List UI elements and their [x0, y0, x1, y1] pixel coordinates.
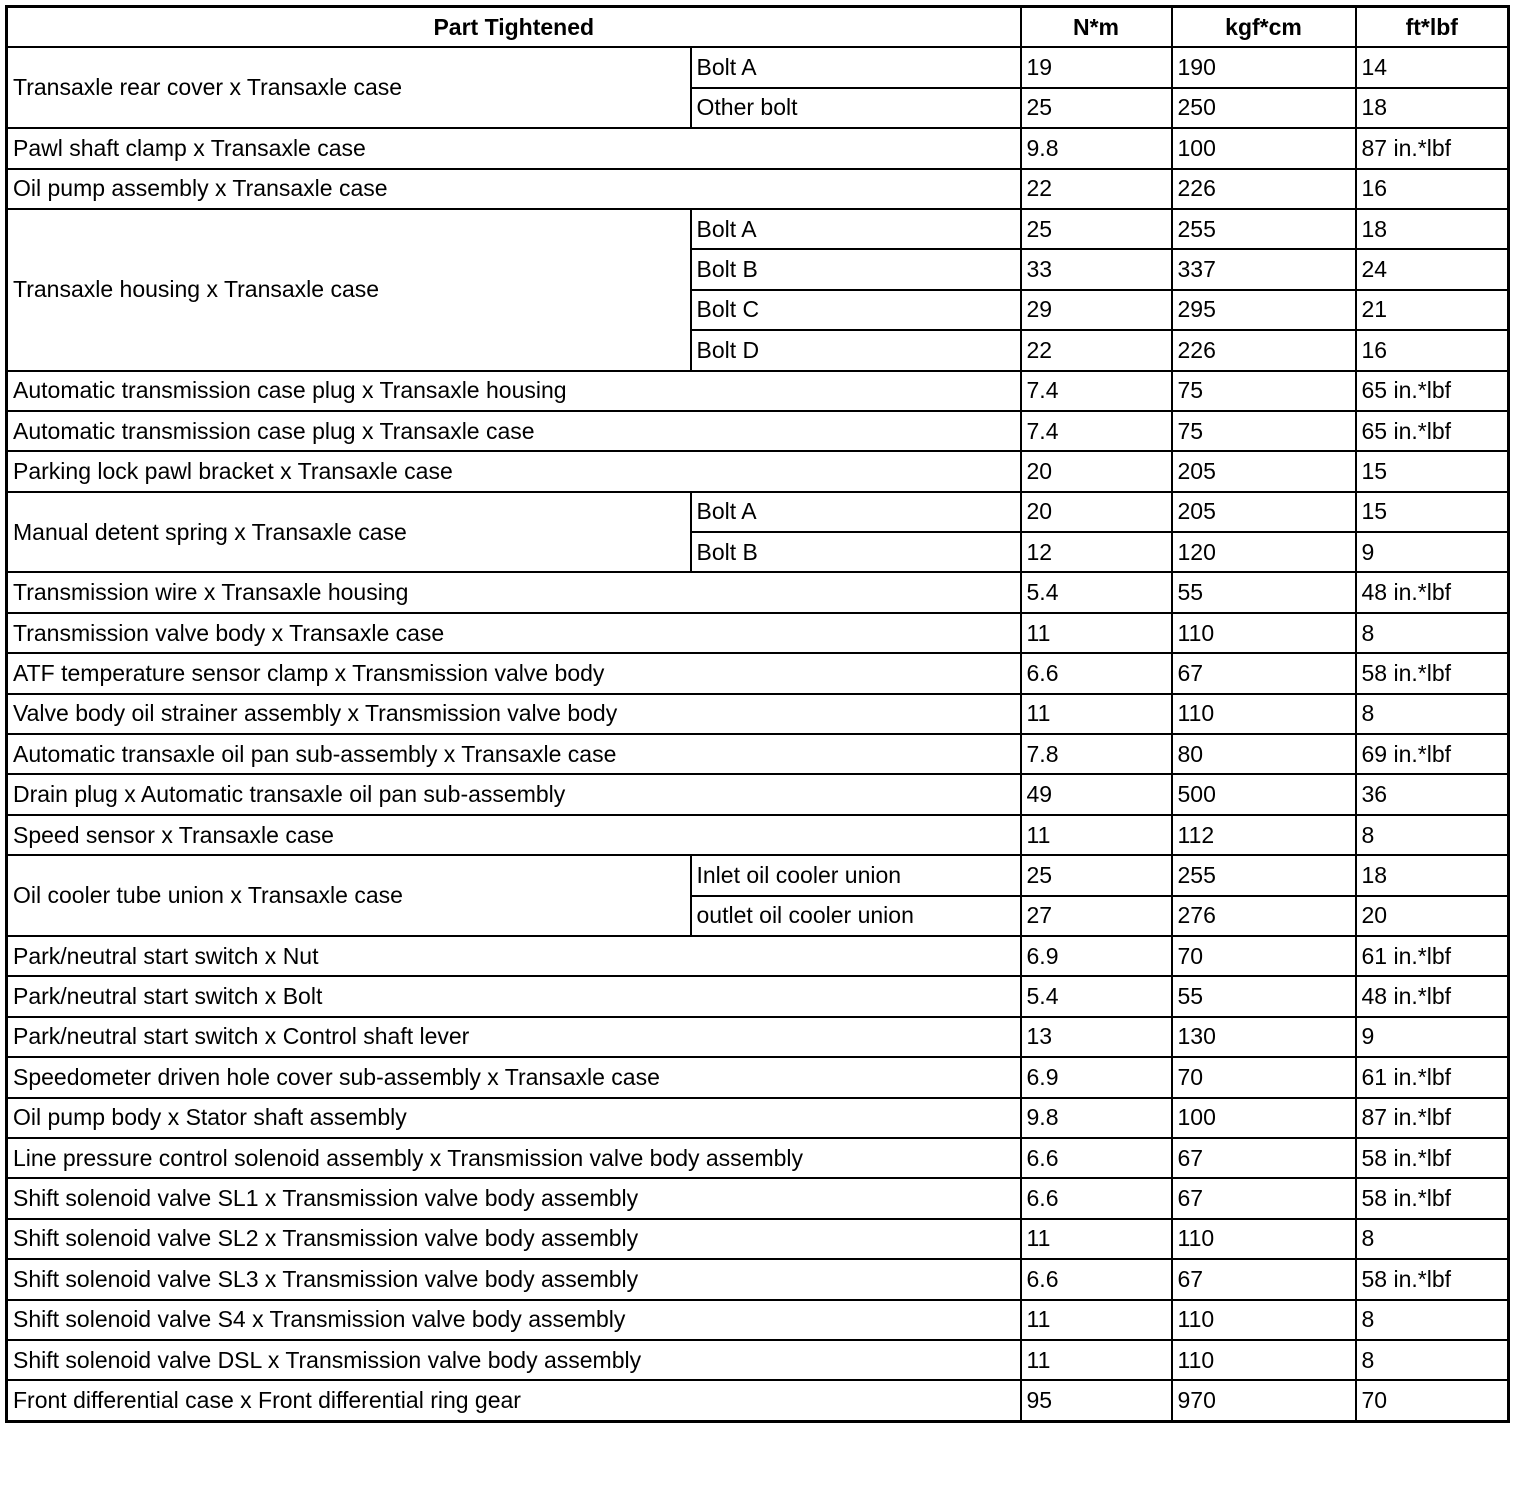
kgfcm-value-cell: 70: [1172, 936, 1356, 976]
ftlbf-value-cell: 18: [1356, 209, 1509, 249]
part-name-cell: Park/neutral start switch x Bolt: [7, 976, 1021, 1016]
header-ftlbf: ft*lbf: [1356, 7, 1509, 48]
sub-part-cell: Other bolt: [691, 88, 1021, 128]
part-name-cell: Speedometer driven hole cover sub-assembly x Transaxle case: [7, 1057, 1021, 1097]
sub-part-cell: Bolt D: [691, 330, 1021, 370]
table-body: [7, 47, 1509, 1421]
kgfcm-value-cell: 100: [1172, 128, 1356, 168]
nm-value-cell: 95: [1021, 1380, 1172, 1421]
kgfcm-value-cell: 255: [1172, 209, 1356, 249]
nm-value-cell: 5.4: [1021, 976, 1172, 1016]
table-row: [7, 1219, 1509, 1259]
part-name-cell: Park/neutral start switch x Nut: [7, 936, 1021, 976]
part-name-cell: Oil pump assembly x Transaxle case: [7, 169, 1021, 209]
sub-part-cell: Bolt C: [691, 290, 1021, 330]
nm-value-cell: 11: [1021, 613, 1172, 653]
part-name-cell: Oil pump body x Stator shaft assembly: [7, 1098, 1021, 1138]
kgfcm-value-cell: 80: [1172, 734, 1356, 774]
kgfcm-value-cell: 255: [1172, 855, 1356, 895]
table-row: [7, 169, 1509, 209]
kgfcm-value-cell: 55: [1172, 572, 1356, 612]
table-row: [7, 855, 1509, 895]
part-name-cell: Front differential case x Front differential ring gear: [7, 1380, 1021, 1421]
table-row: [7, 815, 1509, 855]
nm-value-cell: 6.6: [1021, 1259, 1172, 1299]
ftlbf-value-cell: 58 in.*lbf: [1356, 1259, 1509, 1299]
nm-value-cell: 6.9: [1021, 936, 1172, 976]
table-row: [7, 1098, 1509, 1138]
ftlbf-value-cell: 58 in.*lbf: [1356, 653, 1509, 693]
ftlbf-value-cell: 69 in.*lbf: [1356, 734, 1509, 774]
kgfcm-value-cell: 226: [1172, 330, 1356, 370]
kgfcm-value-cell: 67: [1172, 653, 1356, 693]
nm-value-cell: 12: [1021, 532, 1172, 572]
part-name-cell: Shift solenoid valve DSL x Transmission valve body assembly: [7, 1340, 1021, 1380]
table-row: [7, 1340, 1509, 1380]
table-row: [7, 572, 1509, 612]
kgfcm-value-cell: 276: [1172, 896, 1356, 936]
nm-value-cell: 11: [1021, 694, 1172, 734]
table-row: [7, 451, 1509, 491]
table-row: [7, 734, 1509, 774]
ftlbf-value-cell: 9: [1356, 532, 1509, 572]
ftlbf-value-cell: 48 in.*lbf: [1356, 572, 1509, 612]
nm-value-cell: 9.8: [1021, 1098, 1172, 1138]
nm-value-cell: 6.6: [1021, 1178, 1172, 1218]
torque-spec-table: [5, 5, 1510, 1423]
table-row: [7, 976, 1509, 1016]
header-part-tightened: Part Tightened: [7, 7, 1021, 48]
kgfcm-value-cell: 226: [1172, 169, 1356, 209]
table-row: [7, 47, 1509, 87]
kgfcm-value-cell: 112: [1172, 815, 1356, 855]
kgfcm-value-cell: 110: [1172, 1219, 1356, 1259]
nm-value-cell: 27: [1021, 896, 1172, 936]
kgfcm-value-cell: 100: [1172, 1098, 1356, 1138]
kgfcm-value-cell: 295: [1172, 290, 1356, 330]
table-row: [7, 371, 1509, 411]
part-name-cell: Transmission valve body x Transaxle case: [7, 613, 1021, 653]
ftlbf-value-cell: 48 in.*lbf: [1356, 976, 1509, 1016]
kgfcm-value-cell: 67: [1172, 1259, 1356, 1299]
part-name-cell: Manual detent spring x Transaxle case: [7, 492, 691, 573]
part-name-cell: Shift solenoid valve S4 x Transmission valve body assembly: [7, 1300, 1021, 1340]
part-name-cell: Parking lock pawl bracket x Transaxle case: [7, 451, 1021, 491]
part-name-cell: Shift solenoid valve SL3 x Transmission valve body assembly: [7, 1259, 1021, 1299]
kgfcm-value-cell: 110: [1172, 1300, 1356, 1340]
kgfcm-value-cell: 75: [1172, 411, 1356, 451]
kgfcm-value-cell: 205: [1172, 451, 1356, 491]
sub-part-cell: outlet oil cooler union: [691, 896, 1021, 936]
table-row: [7, 1057, 1509, 1097]
nm-value-cell: 20: [1021, 451, 1172, 491]
part-name-cell: Transaxle housing x Transaxle case: [7, 209, 691, 371]
nm-value-cell: 7.4: [1021, 411, 1172, 451]
part-name-cell: ATF temperature sensor clamp x Transmission valve body: [7, 653, 1021, 693]
sub-part-cell: Bolt A: [691, 209, 1021, 249]
part-name-cell: Valve body oil strainer assembly x Transmission valve body: [7, 694, 1021, 734]
part-name-cell: Automatic transaxle oil pan sub-assembly x Transaxle case: [7, 734, 1021, 774]
ftlbf-value-cell: 65 in.*lbf: [1356, 371, 1509, 411]
ftlbf-value-cell: 70: [1356, 1380, 1509, 1421]
nm-value-cell: 29: [1021, 290, 1172, 330]
table-row: [7, 694, 1509, 734]
sub-part-cell: Bolt A: [691, 47, 1021, 87]
header-kgfcm: kgf*cm: [1172, 7, 1356, 48]
nm-value-cell: 20: [1021, 492, 1172, 532]
table-row: [7, 1017, 1509, 1057]
ftlbf-value-cell: 21: [1356, 290, 1509, 330]
kgfcm-value-cell: 120: [1172, 532, 1356, 572]
ftlbf-value-cell: 8: [1356, 694, 1509, 734]
ftlbf-value-cell: 20: [1356, 896, 1509, 936]
kgfcm-value-cell: 55: [1172, 976, 1356, 1016]
ftlbf-value-cell: 16: [1356, 169, 1509, 209]
ftlbf-value-cell: 8: [1356, 1219, 1509, 1259]
table-row: [7, 613, 1509, 653]
nm-value-cell: 7.8: [1021, 734, 1172, 774]
table-row: [7, 492, 1509, 532]
header-nm: N*m: [1021, 7, 1172, 48]
kgfcm-value-cell: 130: [1172, 1017, 1356, 1057]
header-row: [7, 7, 1509, 48]
ftlbf-value-cell: 8: [1356, 1300, 1509, 1340]
table-row: [7, 1138, 1509, 1178]
part-name-cell: Pawl shaft clamp x Transaxle case: [7, 128, 1021, 168]
ftlbf-value-cell: 8: [1356, 613, 1509, 653]
kgfcm-value-cell: 70: [1172, 1057, 1356, 1097]
nm-value-cell: 25: [1021, 88, 1172, 128]
nm-value-cell: 11: [1021, 1300, 1172, 1340]
table-row: [7, 774, 1509, 814]
part-name-cell: Transaxle rear cover x Transaxle case: [7, 47, 691, 128]
part-name-cell: Automatic transmission case plug x Transaxle housing: [7, 371, 1021, 411]
part-name-cell: Shift solenoid valve SL1 x Transmission valve body assembly: [7, 1178, 1021, 1218]
nm-value-cell: 13: [1021, 1017, 1172, 1057]
sub-part-cell: Bolt A: [691, 492, 1021, 532]
nm-value-cell: 6.6: [1021, 653, 1172, 693]
ftlbf-value-cell: 8: [1356, 815, 1509, 855]
nm-value-cell: 33: [1021, 249, 1172, 289]
kgfcm-value-cell: 500: [1172, 774, 1356, 814]
ftlbf-value-cell: 61 in.*lbf: [1356, 936, 1509, 976]
nm-value-cell: 22: [1021, 169, 1172, 209]
nm-value-cell: 22: [1021, 330, 1172, 370]
ftlbf-value-cell: 61 in.*lbf: [1356, 1057, 1509, 1097]
table-row: [7, 1380, 1509, 1421]
part-name-cell: Speed sensor x Transaxle case: [7, 815, 1021, 855]
ftlbf-value-cell: 87 in.*lbf: [1356, 128, 1509, 168]
kgfcm-value-cell: 110: [1172, 694, 1356, 734]
nm-value-cell: 19: [1021, 47, 1172, 87]
kgfcm-value-cell: 970: [1172, 1380, 1356, 1421]
table-row: [7, 1300, 1509, 1340]
kgfcm-value-cell: 67: [1172, 1138, 1356, 1178]
nm-value-cell: 7.4: [1021, 371, 1172, 411]
part-name-cell: Transmission wire x Transaxle housing: [7, 572, 1021, 612]
nm-value-cell: 5.4: [1021, 572, 1172, 612]
kgfcm-value-cell: 67: [1172, 1178, 1356, 1218]
kgfcm-value-cell: 75: [1172, 371, 1356, 411]
ftlbf-value-cell: 8: [1356, 1340, 1509, 1380]
ftlbf-value-cell: 18: [1356, 855, 1509, 895]
sub-part-cell: Bolt B: [691, 532, 1021, 572]
ftlbf-value-cell: 24: [1356, 249, 1509, 289]
ftlbf-value-cell: 58 in.*lbf: [1356, 1138, 1509, 1178]
part-name-cell: Oil cooler tube union x Transaxle case: [7, 855, 691, 936]
nm-value-cell: 9.8: [1021, 128, 1172, 168]
part-name-cell: Shift solenoid valve SL2 x Transmission valve body assembly: [7, 1219, 1021, 1259]
nm-value-cell: 49: [1021, 774, 1172, 814]
kgfcm-value-cell: 110: [1172, 1340, 1356, 1380]
ftlbf-value-cell: 14: [1356, 47, 1509, 87]
sub-part-cell: Inlet oil cooler union: [691, 855, 1021, 895]
ftlbf-value-cell: 15: [1356, 492, 1509, 532]
kgfcm-value-cell: 110: [1172, 613, 1356, 653]
table-row: [7, 1259, 1509, 1299]
table-row: [7, 209, 1509, 249]
part-name-cell: Park/neutral start switch x Control shaft lever: [7, 1017, 1021, 1057]
table-row: [7, 1178, 1509, 1218]
ftlbf-value-cell: 87 in.*lbf: [1356, 1098, 1509, 1138]
nm-value-cell: 6.6: [1021, 1138, 1172, 1178]
kgfcm-value-cell: 250: [1172, 88, 1356, 128]
nm-value-cell: 11: [1021, 815, 1172, 855]
kgfcm-value-cell: 205: [1172, 492, 1356, 532]
table-row: [7, 411, 1509, 451]
part-name-cell: Drain plug x Automatic transaxle oil pan sub-assembly: [7, 774, 1021, 814]
table-row: [7, 128, 1509, 168]
table-row: [7, 653, 1509, 693]
part-name-cell: Line pressure control solenoid assembly x Transmission valve body assembly: [7, 1138, 1021, 1178]
sub-part-cell: Bolt B: [691, 249, 1021, 289]
nm-value-cell: 6.9: [1021, 1057, 1172, 1097]
kgfcm-value-cell: 337: [1172, 249, 1356, 289]
ftlbf-value-cell: 18: [1356, 88, 1509, 128]
nm-value-cell: 25: [1021, 209, 1172, 249]
table-row: [7, 936, 1509, 976]
nm-value-cell: 11: [1021, 1219, 1172, 1259]
nm-value-cell: 25: [1021, 855, 1172, 895]
ftlbf-value-cell: 16: [1356, 330, 1509, 370]
ftlbf-value-cell: 58 in.*lbf: [1356, 1178, 1509, 1218]
ftlbf-value-cell: 15: [1356, 451, 1509, 491]
ftlbf-value-cell: 65 in.*lbf: [1356, 411, 1509, 451]
part-name-cell: Automatic transmission case plug x Transaxle case: [7, 411, 1021, 451]
ftlbf-value-cell: 36: [1356, 774, 1509, 814]
kgfcm-value-cell: 190: [1172, 47, 1356, 87]
nm-value-cell: 11: [1021, 1340, 1172, 1380]
ftlbf-value-cell: 9: [1356, 1017, 1509, 1057]
